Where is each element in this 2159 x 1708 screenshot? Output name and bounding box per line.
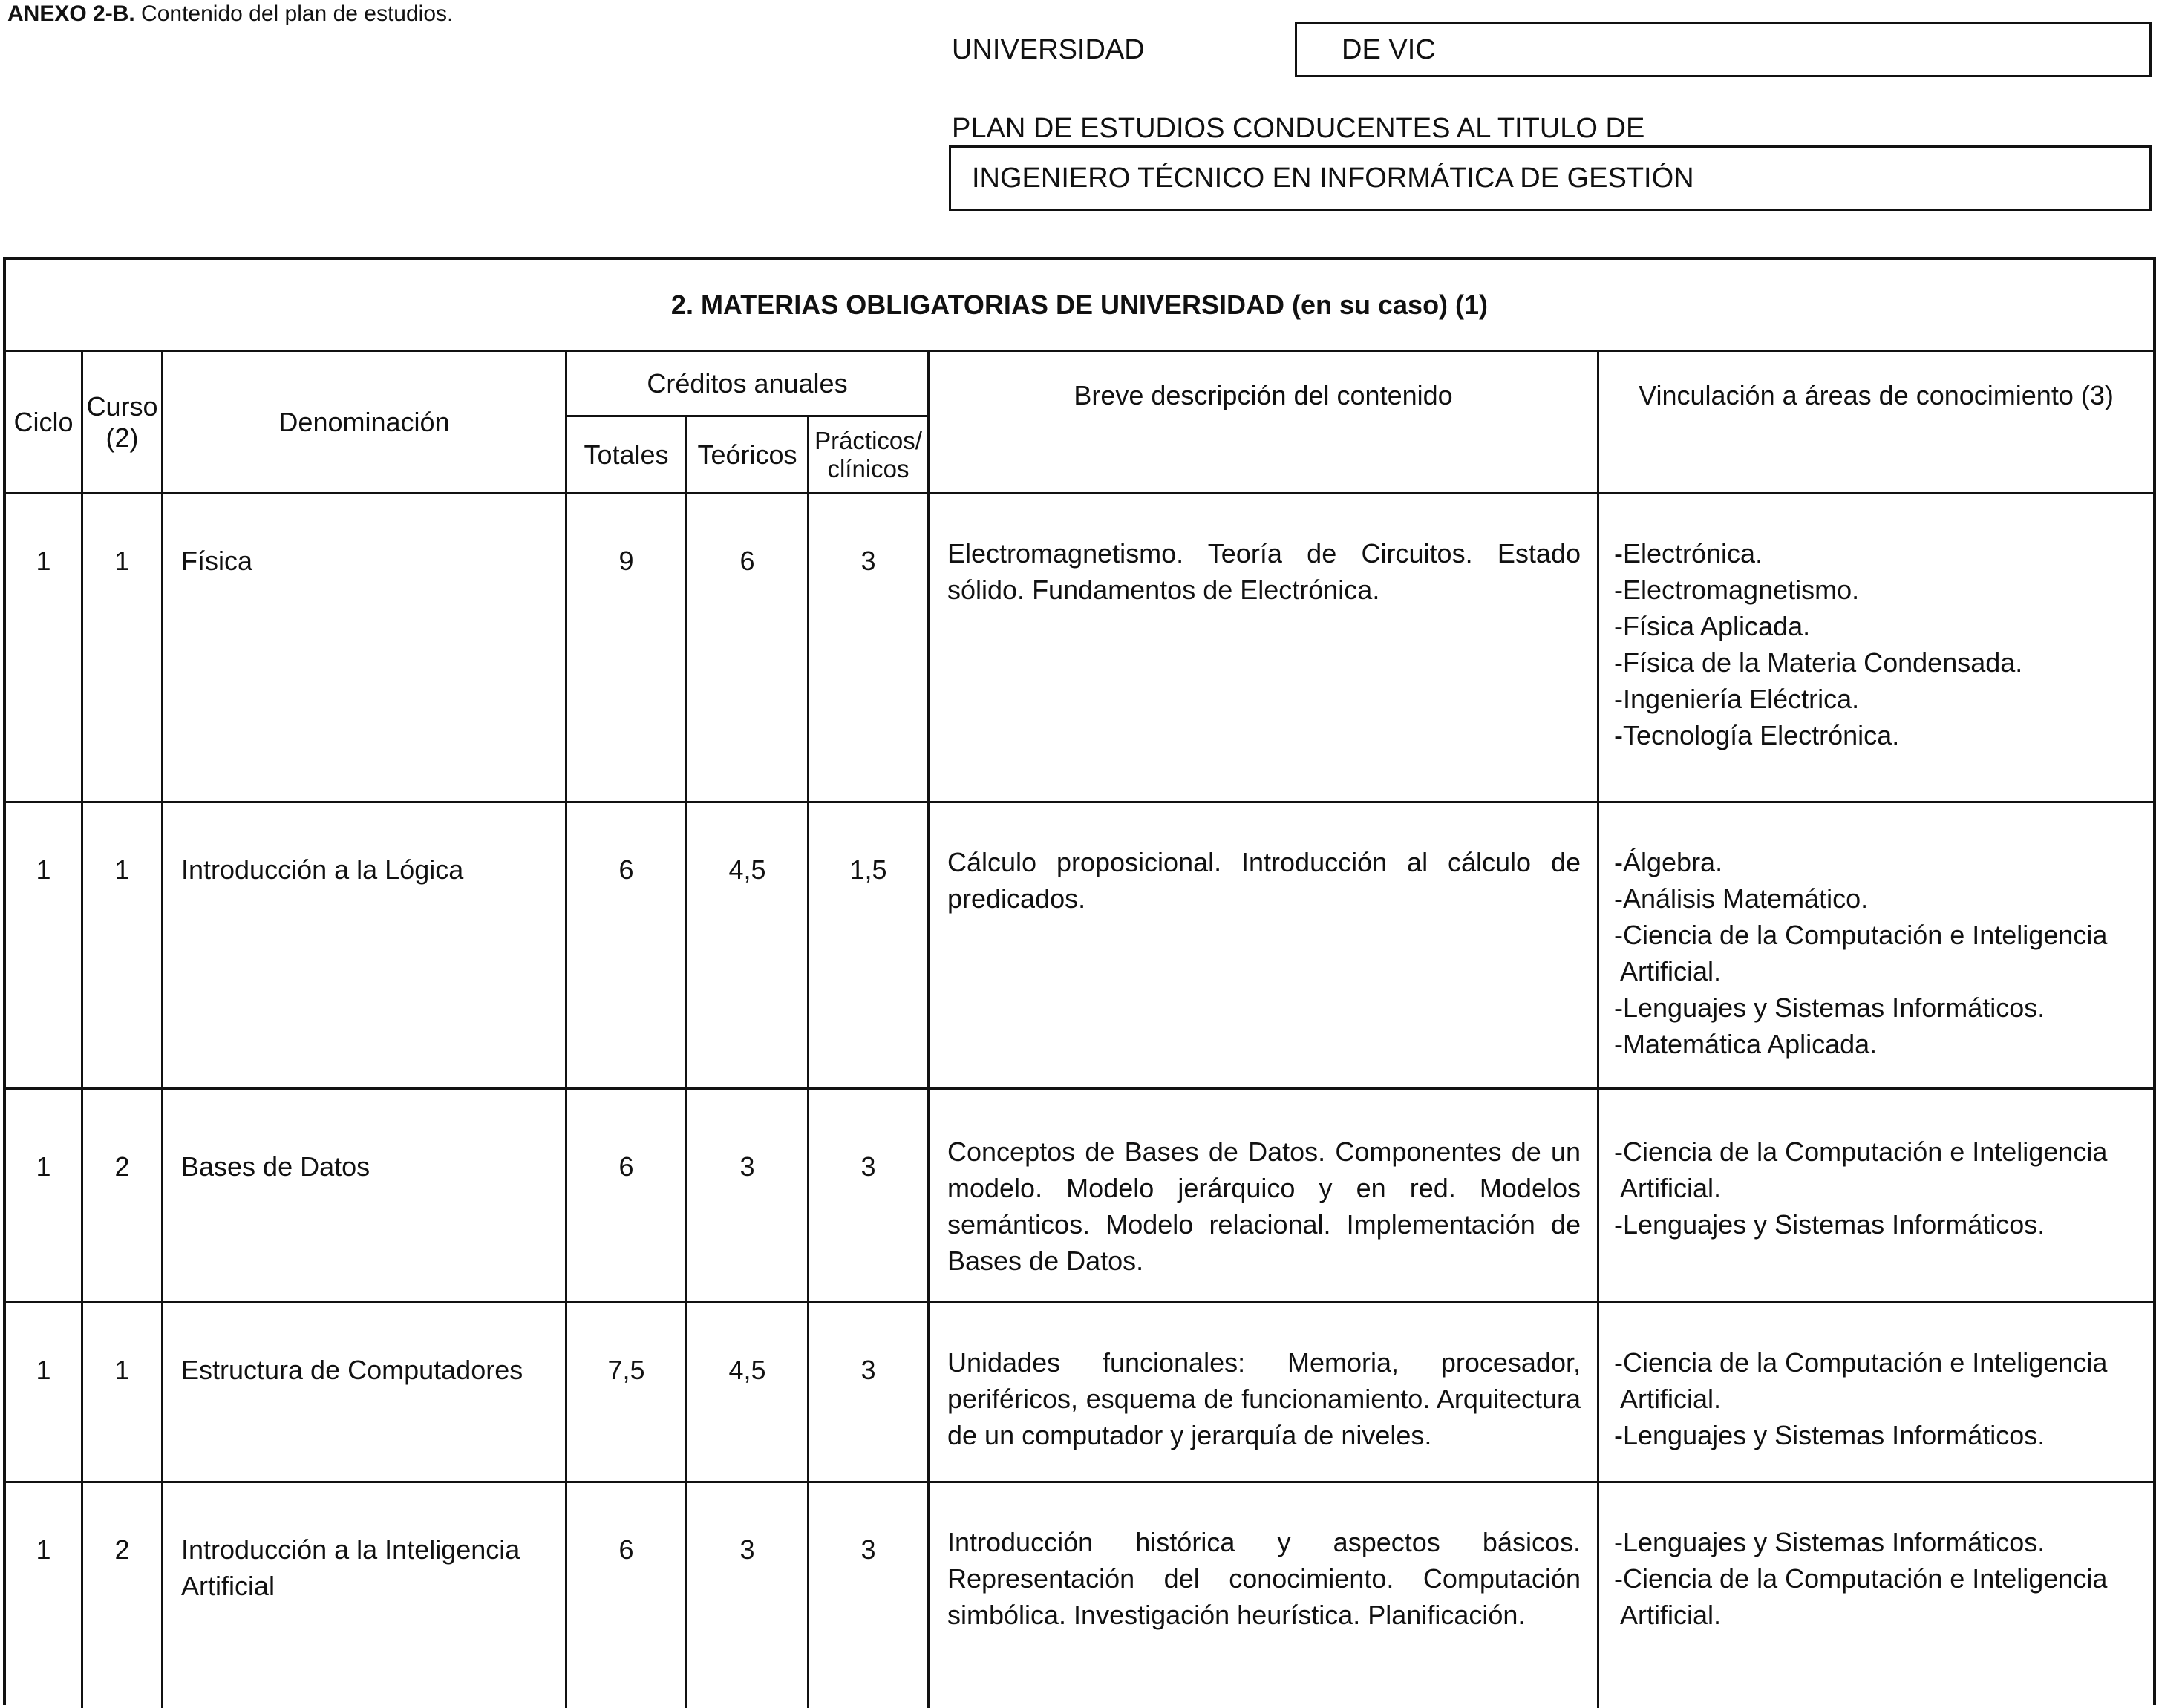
area-item: Artificial. xyxy=(1614,1599,1722,1630)
cell-teoricos: 3 xyxy=(687,1090,809,1303)
header-curso: Curso (2) xyxy=(83,352,163,494)
cell-ciclo: 1 xyxy=(6,1090,83,1303)
cell-totales: 6 xyxy=(567,803,687,1090)
header-denominacion: Denominación xyxy=(163,352,567,494)
cell-denominacion: Bases de Datos xyxy=(163,1090,567,1303)
cell-practicos: 1,5 xyxy=(809,803,930,1090)
cell-teoricos: 3 xyxy=(687,1483,809,1708)
area-item: -Lenguajes y Sistemas Informáticos. xyxy=(1614,1419,2045,1450)
area-item: -Tecnología Electrónica. xyxy=(1614,719,1900,750)
university-value: DE VIC xyxy=(1342,33,1436,65)
cell-descripcion: Introducción histórica y aspectos básicos. Representación del conocimiento. Computación simbólica. Investigación heurística. Planificación. xyxy=(930,1483,1599,1708)
annex-description: Contenido del plan de estudios. xyxy=(134,1,454,26)
area-item: Artificial. xyxy=(1614,955,1722,986)
area-item: -Ingeniería Eléctrica. xyxy=(1614,683,1860,714)
area-item: -Ciencia de la Computación e Inteligencia xyxy=(1614,1563,2108,1594)
area-item: -Análisis Matemático. xyxy=(1614,883,1869,914)
degree-field xyxy=(949,145,2152,211)
cell-ciclo: 1 xyxy=(6,494,83,803)
cell-practicos: 3 xyxy=(809,1483,930,1708)
area-item: -Lenguajes y Sistemas Informáticos. xyxy=(1614,992,2045,1023)
cell-teoricos: 4,5 xyxy=(687,1303,809,1483)
area-item: -Matemática Aplicada. xyxy=(1614,1028,1878,1059)
cell-ciclo: 1 xyxy=(6,1303,83,1483)
degree-value: INGENIERO TÉCNICO EN INFORMÁTICA DE GESTIÓN xyxy=(972,162,1694,194)
cell-teoricos: 6 xyxy=(687,494,809,803)
cell-vinculacion xyxy=(1599,494,2153,803)
cell-curso: 2 xyxy=(83,1483,163,1708)
cell-curso: 1 xyxy=(83,1303,163,1483)
cell-practicos: 3 xyxy=(809,1090,930,1303)
area-item: -Álgebra. xyxy=(1614,847,1723,877)
header-totales: Totales xyxy=(567,417,687,494)
plan-label: PLAN DE ESTUDIOS CONDUCENTES AL TITULO DE xyxy=(952,113,1645,144)
annex-caption xyxy=(7,1,453,27)
header-vinculacion: Vinculación a áreas de conocimiento (3) xyxy=(1599,352,2153,494)
cell-vinculacion xyxy=(1599,1090,2153,1303)
cell-denominacion: Introducción a la Lógica xyxy=(163,803,567,1090)
cell-descripcion: Electromagnetismo. Teoría de Circuitos. Estado sólido. Fundamentos de Electrónica. xyxy=(930,494,1599,803)
header-practicos: Prácticos/ clínicos xyxy=(809,417,930,494)
area-item: -Ciencia de la Computación e Inteligencia xyxy=(1614,1136,2108,1167)
area-item: -Física de la Materia Condensada. xyxy=(1614,647,2023,678)
area-item: -Lenguajes y Sistemas Informáticos. xyxy=(1614,1527,2045,1557)
cell-descripcion: Unidades funcionales: Memoria, procesador, periféricos, esquema de funcionamiento. Arquitectura de un computador y jerarquía de niveles. xyxy=(930,1303,1599,1483)
area-item: -Ciencia de la Computación e Inteligencia xyxy=(1614,919,2108,950)
university-label: UNIVERSIDAD xyxy=(952,34,1145,65)
area-item: -Electrónica. xyxy=(1614,538,1763,569)
area-item: Artificial. xyxy=(1614,1172,1722,1203)
table-title: 2. MATERIAS OBLIGATORIAS DE UNIVERSIDAD (en su caso) (1) xyxy=(6,260,2153,352)
cell-denominacion: Introducción a la Inteligencia Artificial xyxy=(163,1483,567,1708)
annex-number: ANEXO 2-B. xyxy=(7,1,135,26)
header-teoricos: Teóricos xyxy=(687,417,809,494)
header-ciclo: Ciclo xyxy=(6,352,83,494)
area-item: -Física Aplicada. xyxy=(1614,610,1811,641)
cell-curso: 1 xyxy=(83,803,163,1090)
cell-totales: 9 xyxy=(567,494,687,803)
cell-descripcion: Cálculo proposicional. Introducción al cálculo de predicados. xyxy=(930,803,1599,1090)
cell-practicos: 3 xyxy=(809,494,930,803)
area-item: -Electromagnetismo. xyxy=(1614,574,1860,605)
cell-totales: 6 xyxy=(567,1090,687,1303)
cell-vinculacion xyxy=(1599,1483,2153,1708)
header-creditos: Créditos anuales xyxy=(567,352,930,417)
cell-curso: 2 xyxy=(83,1090,163,1303)
area-item: -Lenguajes y Sistemas Informáticos. xyxy=(1614,1208,2045,1240)
cell-curso: 1 xyxy=(83,494,163,803)
header-descripcion: Breve descripción del contenido xyxy=(930,352,1599,494)
cell-totales: 7,5 xyxy=(567,1303,687,1483)
subjects-table xyxy=(3,257,2156,1705)
area-item: -Ciencia de la Computación e Inteligencia xyxy=(1614,1347,2108,1378)
area-item: Artificial. xyxy=(1614,1383,1722,1414)
cell-ciclo: 1 xyxy=(6,803,83,1090)
cell-descripcion: Conceptos de Bases de Datos. Componentes de un modelo. Modelo jerárquico y en red. Modelos semánticos. Modelo relacional. Implementación de Bases de Datos. xyxy=(930,1090,1599,1303)
cell-teoricos: 4,5 xyxy=(687,803,809,1090)
cell-totales: 6 xyxy=(567,1483,687,1708)
cell-practicos: 3 xyxy=(809,1303,930,1483)
cell-vinculacion xyxy=(1599,1303,2153,1483)
cell-vinculacion xyxy=(1599,803,2153,1090)
cell-ciclo: 1 xyxy=(6,1483,83,1708)
cell-denominacion: Estructura de Computadores xyxy=(163,1303,567,1483)
university-field xyxy=(1295,22,2152,77)
cell-denominacion: Física xyxy=(163,494,567,803)
